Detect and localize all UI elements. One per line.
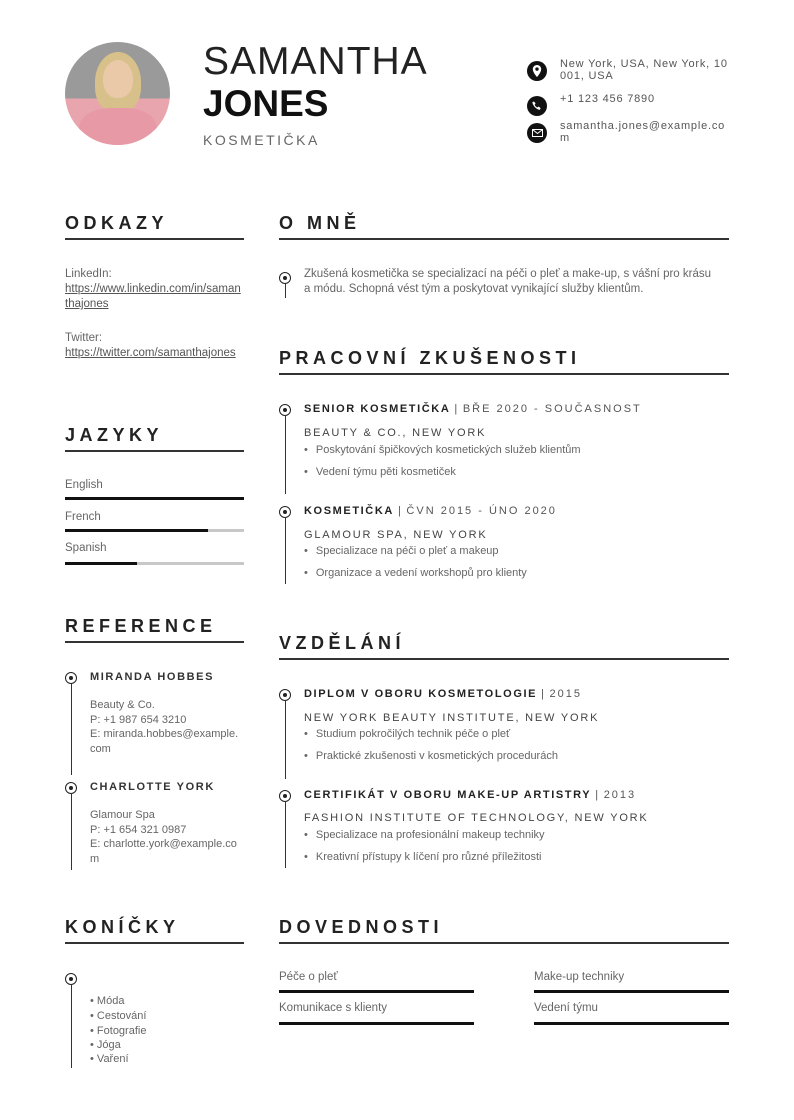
timeline-dot: [65, 672, 77, 684]
job-bullet: • Organizace a vedení workshopů pro klienty: [304, 567, 527, 579]
language-level-bar: [65, 497, 244, 500]
job-role: SENIOR KOSMETIČKA: [304, 403, 451, 415]
hobbies-heading: KONÍČKY: [65, 917, 180, 937]
last-name: JONES: [203, 83, 329, 124]
divider: [65, 450, 244, 452]
profile-photo: [65, 42, 170, 145]
address-text: New York, USA, New York, 10001, USA: [560, 58, 728, 82]
reference-email: E: miranda.hobbes@example.com: [90, 728, 239, 755]
reference-name: CHARLOTTE YORK: [90, 781, 215, 793]
education-bullet: • Praktické zkušenosti v kosmetických procedurách: [304, 750, 558, 762]
skill-level-bar: [279, 1022, 474, 1025]
job-header: KOSMETIČKA | ČVN 2015 - ÚNO 2020: [304, 505, 557, 517]
timeline-dot: [279, 404, 291, 416]
skill-level-bar: [534, 1022, 729, 1025]
reference-phone: P: +1 654 321 0987: [90, 823, 187, 836]
hobby-item: • Cestování: [90, 1010, 146, 1022]
language-level-bar: [65, 529, 244, 532]
education-header: CERTIFIKÁT V OBORU MAKE-UP ARTISTRY | 2013: [304, 789, 637, 801]
twitter-label: Twitter:: [65, 332, 103, 344]
reference-details: [90, 808, 242, 866]
education-school: FASHION INSTITUTE OF TECHNOLOGY, NEW YORK: [304, 812, 649, 824]
education-school: NEW YORK BEAUTY INSTITUTE, NEW YORK: [304, 712, 600, 724]
contact-phone: [527, 93, 737, 116]
job-period: ČVN 2015 - ÚNO 2020: [406, 505, 557, 517]
skill-level-bar: [534, 990, 729, 993]
job-bullet: • Poskytování špičkových kosmetických služeb klientům: [304, 444, 581, 456]
divider: [65, 641, 244, 643]
languages-heading: JAZYKY: [65, 425, 164, 445]
job-period: BŘE 2020 - SOUČASNOST: [462, 403, 642, 415]
timeline-dot: [65, 782, 77, 794]
reference-name: MIRANDA HOBBES: [90, 671, 215, 683]
timeline-line: [285, 518, 286, 584]
divider: [65, 238, 244, 240]
job-company: GLAMOUR SPA, NEW YORK: [304, 529, 488, 541]
timeline-line: [285, 416, 286, 494]
divider: [279, 373, 729, 375]
education-header: DIPLOM V OBORU KOSMETOLOGIE | 2015: [304, 688, 583, 700]
linkedin-label: LinkedIn:: [65, 268, 112, 280]
phone-icon: [527, 96, 547, 116]
email-text[interactable]: samantha.jones@example.com: [560, 120, 726, 144]
timeline-dot: [279, 272, 291, 284]
job-title: KOSMETIČKA: [203, 132, 320, 148]
job-role: KOSMETIČKA: [304, 505, 394, 517]
contact-address: [527, 58, 737, 82]
linkedin-link[interactable]: https://www.linkedin.com/in/samanthajones: [65, 283, 241, 310]
mail-icon: [527, 123, 547, 143]
timeline-line: [71, 684, 72, 775]
twitter-block: [65, 331, 243, 361]
hobby-item: • Vaření: [90, 1053, 129, 1065]
timeline-dot: [279, 689, 291, 701]
links-heading: ODKAZY: [65, 213, 168, 233]
language-level-bar: [65, 562, 244, 565]
first-name: SAMANTHA: [203, 40, 428, 83]
timeline-dot: [279, 506, 291, 518]
education-bullet: • Kreativní přístupy k líčení pro různé příležitosti: [304, 851, 541, 863]
location-pin-icon: [527, 61, 547, 81]
timeline-line: [285, 284, 286, 298]
phone-text[interactable]: +1 123 456 7890: [560, 93, 655, 105]
skill-level-bar: [279, 990, 474, 993]
education-bullet: • Studium pokročilých technik péče o pleť: [304, 728, 510, 740]
divider: [279, 658, 729, 660]
about-text: Zkušená kosmetička se specializací na péči o pleť a make-up, s vášní pro krásu a módu. Schopná vést tým a poskytovat vynikající služby klientům.: [304, 268, 712, 295]
skills-heading: DOVEDNOSTI: [279, 917, 444, 937]
reference-company: Glamour Spa: [90, 809, 155, 821]
divider: [279, 942, 729, 944]
linkedin-block: [65, 267, 243, 312]
education-degree: DIPLOM V OBORU KOSMETOLOGIE: [304, 688, 538, 700]
hobby-item: • Jóga: [90, 1039, 121, 1051]
timeline-line: [285, 701, 286, 779]
references-heading: REFERENCE: [65, 616, 217, 636]
reference-email: E: charlotte.york@example.com: [90, 838, 237, 865]
reference-details: [90, 698, 242, 756]
job-header: SENIOR KOSMETIČKA | BŘE 2020 - SOUČASNOST: [304, 403, 642, 415]
education-degree: CERTIFIKÁT V OBORU MAKE-UP ARTISTRY: [304, 789, 592, 801]
reference-phone: P: +1 987 654 3210: [90, 713, 187, 726]
divider: [65, 942, 244, 944]
education-year: 2013: [603, 789, 637, 801]
education-heading: VZDĚLÁNÍ: [279, 633, 405, 653]
education-bullet: • Specializace na profesionální makeup techniky: [304, 829, 545, 841]
job-bullet: • Specializace na péči o pleť a makeup: [304, 545, 499, 557]
divider: [279, 238, 729, 240]
hobby-item: • Fotografie: [90, 1025, 146, 1037]
education-year: 2015: [549, 688, 583, 700]
skill-name: Péče o pleť: [279, 971, 338, 983]
timeline-dot: [279, 790, 291, 802]
language-name: English: [65, 479, 103, 491]
timeline-line: [71, 794, 72, 870]
twitter-link[interactable]: https://twitter.com/samanthajones: [65, 347, 236, 359]
skill-name: Vedení týmu: [534, 1002, 598, 1014]
reference-company: Beauty & Co.: [90, 699, 155, 711]
timeline-line: [285, 802, 286, 868]
language-name: Spanish: [65, 542, 107, 554]
job-bullet: • Vedení týmu pěti kosmetiček: [304, 466, 456, 478]
hobby-item: • Móda: [90, 995, 124, 1007]
contact-email: [527, 120, 737, 144]
timeline-line: [71, 985, 72, 1068]
language-name: French: [65, 511, 101, 523]
job-company: BEAUTY & CO., NEW YORK: [304, 427, 487, 439]
skill-name: Make-up techniky: [534, 971, 625, 983]
about-heading: O MNĚ: [279, 213, 361, 233]
experience-heading: PRACOVNÍ ZKUŠENOSTI: [279, 348, 581, 368]
timeline-dot: [65, 973, 77, 985]
skill-name: Komunikace s klienty: [279, 1002, 388, 1014]
